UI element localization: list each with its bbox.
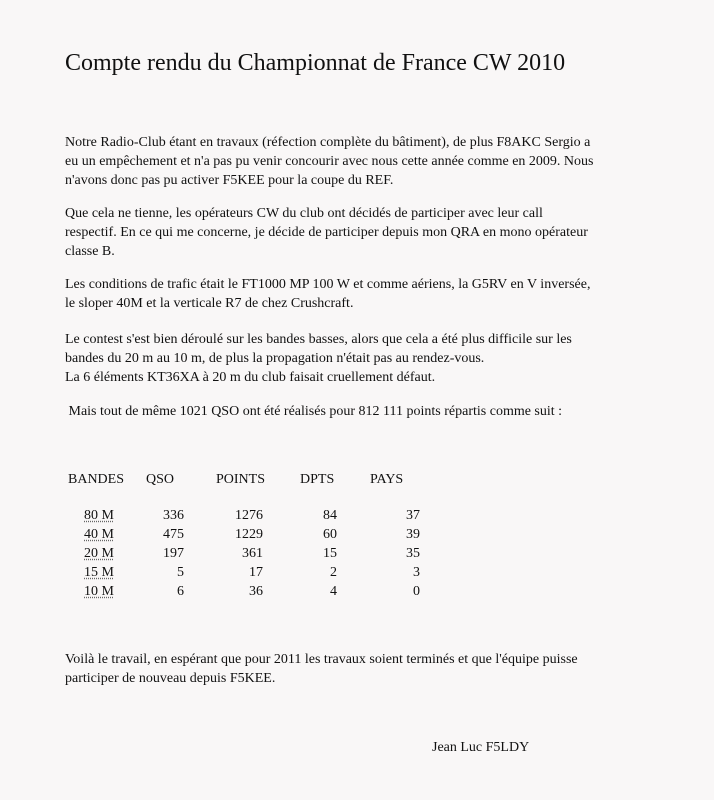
text-line: Que cela ne tienne, les opérateurs CW du club ont décidés de participer avec leur call — [65, 206, 543, 221]
paragraph-summary — [65, 402, 665, 421]
cell-dpts: 2 — [330, 564, 337, 580]
cell-band: 10 M — [84, 583, 114, 599]
text-line: participer de nouveau depuis F5KEE. — [65, 671, 276, 686]
text-line: Notre Radio-Club étant en travaux (réfection complète du bâtiment), de plus F8AKC Sergio a — [65, 135, 591, 150]
cell-pays: 37 — [406, 507, 420, 523]
text-line: Les conditions de trafic était le FT1000 MP 100 W et comme aériens, la G5RV en V inversée, — [65, 277, 591, 292]
text-line: respectif. En ce qui me concerne, je décide de participer depuis mon QRA en mono opérateur — [65, 225, 588, 240]
cell-points: 361 — [242, 545, 263, 561]
cell-pays: 39 — [406, 526, 420, 542]
text-line: Mais tout de même 1021 QSO ont été réalisés pour 812 111 points répartis comme suit : — [65, 404, 563, 419]
cell-qso: 336 — [163, 507, 184, 523]
header-pays: PAYS — [370, 472, 404, 487]
cell-dpts: 4 — [330, 583, 337, 599]
text-line: n'avons donc pas pu activer F5KEE pour la coupe du REF. — [65, 173, 394, 188]
cell-pays: 3 — [413, 564, 420, 580]
cell-points: 17 — [249, 564, 263, 580]
cell-dpts: 15 — [323, 545, 337, 561]
table-row — [68, 582, 430, 601]
cell-qso: 5 — [177, 564, 184, 580]
cell-band: 80 M — [84, 507, 114, 523]
text-line: La 6 éléments KT36XA à 20 m du club faisait cruellement défaut. — [65, 370, 436, 385]
header-dpts: DPTS — [300, 472, 335, 487]
cell-points: 1229 — [235, 526, 263, 542]
header-bandes: BANDES — [68, 472, 125, 487]
header-qso: QSO — [146, 472, 175, 487]
text-line: le sloper 40M et la verticale R7 de chez Crushcraft. — [65, 296, 354, 311]
text-line: classe B. — [65, 244, 115, 259]
table-spacer — [68, 490, 430, 506]
cell-pays: 0 — [413, 583, 420, 599]
paragraph-closing — [65, 650, 665, 688]
cell-qso: 475 — [163, 526, 184, 542]
cell-points: 36 — [249, 583, 263, 599]
cell-points: 1276 — [235, 507, 263, 523]
cell-dpts: 60 — [323, 526, 337, 542]
table-header-row — [68, 470, 430, 490]
header-points: POINTS — [216, 472, 266, 487]
table-row — [68, 544, 430, 563]
text-line: Le contest s'est bien déroulé sur les bandes basses, alors que cela a été plus difficile sur les — [65, 332, 572, 347]
paragraph-participation — [65, 204, 665, 261]
cell-band: 20 M — [84, 545, 114, 561]
paragraph-intro — [65, 133, 665, 190]
paragraph-contest — [65, 330, 665, 387]
text-line: bandes du 20 m au 10 m, de plus la propagation n'était pas au rendez-vous. — [65, 351, 485, 366]
cell-band: 40 M — [84, 526, 114, 542]
cell-dpts: 84 — [323, 507, 337, 523]
text-line: Voilà le travail, en espérant que pour 2011 les travaux soient terminés et que l'équipe puisse — [65, 652, 578, 667]
cell-qso: 6 — [177, 583, 184, 599]
text-line: eu un empêchement et n'a pas pu venir concourir avec nous cette année comme en 2009. Nous — [65, 154, 594, 169]
table-row — [68, 525, 430, 544]
table-row — [68, 506, 430, 525]
cell-pays: 35 — [406, 545, 420, 561]
cell-qso: 197 — [163, 545, 184, 561]
paragraph-conditions — [65, 275, 665, 313]
signature: Jean Luc F5LDY — [432, 740, 530, 755]
cell-band: 15 M — [84, 564, 114, 580]
results-table — [68, 470, 430, 601]
document-title: Compte rendu du Championnat de France CW 2010 — [65, 50, 566, 76]
table-row — [68, 563, 430, 582]
